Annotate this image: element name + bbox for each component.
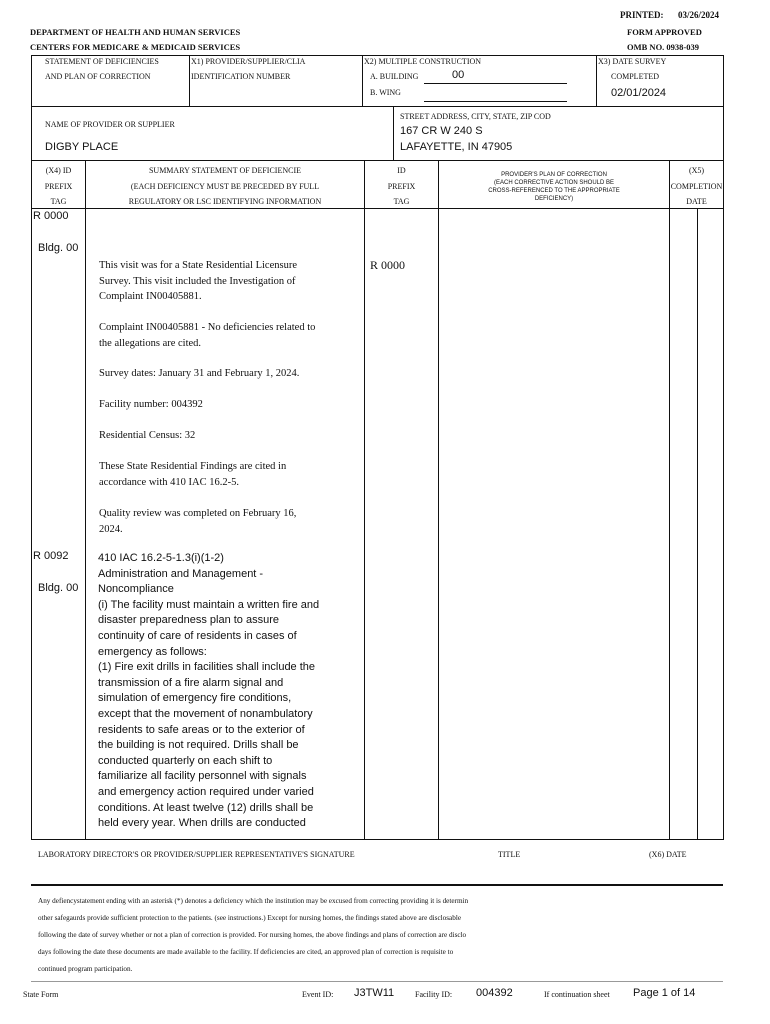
disclaimer-text: Any defiencystatement ending with an asterisk (*) denotes a deficiency which the institution may be excused from correcting providing it is determin other safegaurds provide sufficient protection to the patients. (see instructions.) Except for nursing homes, the findings stated above are disclosable following the date of survey whether or not a plan of correction is provided. For nursing homes, the above findings and plans of correction are disclo days following the date these documents are made available to the facility. If deficiencies are cited, an approved plan of correction is requisite to continued program participation. [38,897,469,973]
facility-id-label: Facility ID: [415,990,453,999]
bldg-label-2: Bldg. 00 [38,582,79,594]
department-title: DEPARTMENT OF HEALTH AND HUMAN SERVICES [30,27,241,37]
building-underline [424,83,567,84]
statement-label-2: AND PLAN OF CORRECTION [45,72,151,81]
frame-right-line [723,55,724,840]
event-id-label: Event ID: [302,990,334,999]
id-header-3: TAG [393,197,410,206]
plan-header: PROVIDER'S PLAN OF CORRECTION [501,172,607,178]
centers-title: CENTERS FOR MEDICARE & MEDICAID SERVICES [30,42,241,52]
paragraph-survey-dates: Survey dates: January 31 and February 1, 2024. [99,368,300,379]
x2-label: X2) MULTIPLE CONSTRUCTION [364,57,482,66]
id-header-2: PREFIX [387,182,416,191]
right-tag-r0000: R 0000 [370,258,406,272]
frame-divider [362,55,363,106]
building-label: A. BUILDING [370,72,419,81]
id-header: ID [397,166,406,175]
facility-id-value: 004392 [476,987,513,999]
paragraph-facility-number: Facility number: 004392 [99,399,203,410]
frame-line-colheader-bottom [31,208,723,209]
frame-line-provider-bottom [31,160,723,161]
paragraph-complaint: Complaint IN00405881 - No deficiencies related to the allegations are cited. [99,322,316,349]
x3-label: X3) DATE SURVEY [598,57,667,66]
x5-header-3: DATE [686,197,707,206]
plan-header-4: DEFICIENCY) [534,196,574,202]
x4-header: (X4) ID [45,166,72,175]
page-number: Page 1 of 14 [633,987,696,999]
summary-header-3: REGULATORY OR LSC IDENTIFYING INFORMATION [128,197,322,206]
building-value: 00 [452,69,465,81]
x1-label: X1) PROVIDER/SUPPLIER/CLIA [191,57,306,66]
event-id-value: J3TW11 [354,987,395,999]
paragraph-census: Residential Census: 32 [99,430,196,441]
director-signature-label: LABORATORY DIRECTOR'S OR PROVIDER/SUPPLIER REPRESENTATIVE'S SIGNATURE [38,850,355,859]
printed-label: PRINTED: [620,10,664,20]
x4-header-2: PREFIX [44,182,73,191]
x5-header-2: COMPLETION [670,182,723,191]
frame-divider [393,106,394,160]
address-line1: 167 CR W 240 S [400,125,483,137]
survey-completed-date: 02/01/2024 [611,87,667,99]
footer-divider [31,981,723,982]
col-divider-x4 [85,160,86,840]
frame-top-line [31,55,723,56]
col-divider-plan [669,160,670,840]
provider-name-label: NAME OF PROVIDER OR SUPPLIER [45,120,175,129]
omb-number: OMB NO. 0938-039 [627,42,700,52]
bldg-label-1: Bldg. 00 [38,242,79,254]
frame-divider [596,55,597,106]
col-divider-inner [697,208,698,840]
paragraph-survey: This visit was for a State Residential Licensure Survey. This visit included the Investigation of Complaint IN00405881. [99,260,297,303]
summary-header: SUMMARY STATEMENT OF DEFICIENCIE [148,166,302,175]
plan-header-2: (EACH CORRECTIVE ACTION SHOULD BE [493,180,615,186]
address-line2: LAFAYETTE, IN 47905 [400,141,513,153]
tag-r0092: R 0092 [33,550,69,562]
wing-label: B. WING [370,88,401,97]
x3-label-2: COMPLETED [611,72,659,81]
plan-header-3: CROSS-REFERENCED TO THE APPROPRIATE [488,188,620,194]
provider-name: DIGBY PLACE [45,141,119,153]
r0092-regulation-text: 410 IAC 16.2-5-1.3(i)(1-2) Administration and Management - Noncompliance (i) The facility must maintain a written fire and disaster preparedness plan to assure continuity of care of residents in cases of emergency as follows: (1) Fire exit drills in facilities shall include the transmission of a fire alarm signal and simulation of emergency fire conditions, except that the movement of nonambulatory residents to safe areas or to the exterior of the building is not required. Drills shall be conducted quarterly on each shift to familiarize all facility personnel with signals and emergency action required under varied conditions. At least twelve (12) drills shall be held every year. When drills are conducted [98,552,320,830]
statement-label: STATEMENT OF DEFICIENCIES [45,57,159,66]
wing-underline [424,101,567,102]
signature-bottom-line [31,884,723,886]
frame-bottom-line [31,839,723,840]
state-form-label: State Form [23,990,59,999]
x5-header: (X5) [688,166,705,175]
address-label: STREET ADDRESS, CITY, STATE, ZIP COD [400,112,551,121]
form-approved: FORM APPROVED [627,27,702,37]
frame-divider [189,55,190,106]
tag-r0000: R 0000 [33,210,69,222]
col-divider-summary [364,160,365,840]
continuation-label: If continuation sheet [544,990,610,999]
x1-label-2: IDENTIFICATION NUMBER [191,72,291,81]
summary-header-2: (EACH DEFICIENCY MUST BE PRECEDED BY FULL [130,182,320,191]
paragraph-findings: These State Residential Findings are cited in accordance with 410 IAC 16.2-5. [99,461,287,488]
x6-date-label: (X6) DATE [649,850,687,859]
paragraph-quality-review: Quality review was completed on February 16, 2024. [99,508,297,535]
x4-header-3: TAG [50,197,67,206]
printed-date: 03/26/2024 [678,10,720,20]
frame-line-box1-bottom [31,106,723,107]
col-divider-id [438,160,439,840]
title-label: TITLE [498,850,521,859]
